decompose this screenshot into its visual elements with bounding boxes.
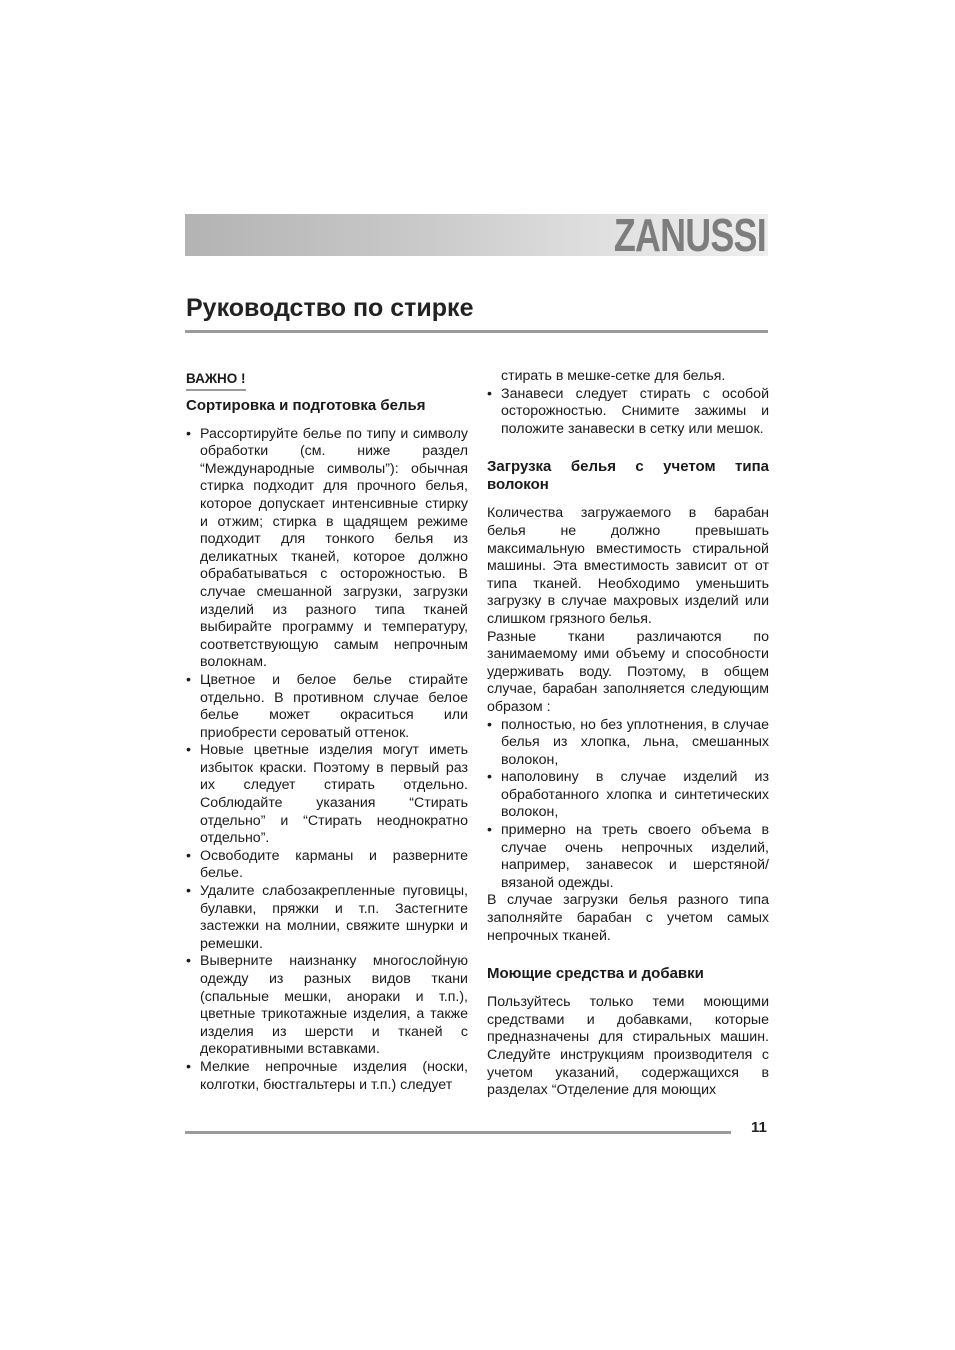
loading-paragraph-2: Разные ткани различаются по занимаемому ими объему и способности удерживать воду. Поэтому, в общем случае, барабан заполняется следующим образом : [487, 628, 769, 715]
list-item: • Освободите карманы и разверните белье. [186, 848, 468, 883]
header-band [185, 209, 768, 261]
loading-heading: Загрузка белья с учетом типа волокон [487, 458, 769, 494]
page-number: 11 [751, 1119, 767, 1136]
list-item: • Мелкие непрочные изделия (носки, колготки, бюстгальтеры и т.п.) следует [186, 1059, 468, 1094]
continued-text: стирать в мешке-сетке для белья. [501, 368, 726, 384]
list-item: • Рассортируйте белье по типу и символу обработки (см. ниже раздел “Международные символы”): обычная стирка подходит для прочного белья, которое допускает интенсивные стирку и отжим; стирка в щадящем режиме подходит для тонкого белья из деликатных тканей, которое должно обрабатываться с осторожностью. В случае смешанной загрузки, загрузки изделий из разного типа тканей выбирайте программу и температуру, соответствующую самым непрочным волокнам. [186, 426, 468, 672]
sorting-heading: Сортировка и подготовка белья [186, 396, 426, 414]
curtains-list [487, 386, 769, 439]
brand-logo: ZANUSSI [613, 209, 766, 261]
list-item: • Выверните наизнанку многослойную одежду из разных видов ткани (спальные мешки, анораки и т.п.), цветные трикотажные изделия, а также изделия из шерсти и тканей с декоративными вставками. [186, 953, 468, 1059]
page-title: Руководство по стирке [186, 294, 474, 322]
list-item: • примерно на треть своего объема в случае очень непрочных изделий, например, занавесок и шерстяной/ вязаной одежды. [487, 822, 769, 892]
detergent-heading: Моющие средства и добавки [487, 965, 704, 983]
list-item: • Новые цветные изделия могут иметь избыток краски. Поэтому в первый раз их следует стирать отдельно. Соблюдайте указания “Стирать отдельно” и “Стирать неоднократно отдельно”. [186, 742, 468, 848]
spacer [487, 945, 769, 959]
footer-divider [185, 1131, 731, 1134]
loading-list [487, 717, 769, 893]
loading-paragraph-3: В случае загрузки белья разного типа заполняйте барабан с учетом самых непрочных тканей. [487, 892, 769, 944]
list-item: • наполовину в случае изделий из обработанного хлопка и синтетических волокон, [487, 769, 769, 822]
sorting-list [186, 426, 468, 1095]
loading-paragraph-1: Количества загружаемого в барабан белья не должно превышать максимальную вместимость стиральной машины. Эта вместимость зависит от от типа тканей. Необходимо уменьшить загрузку в случае махровых изделий или слишком грязного белья. [487, 505, 769, 627]
right-column [487, 368, 769, 1100]
left-column [186, 368, 468, 1094]
spacer [487, 438, 769, 452]
important-label: ВАЖНО ! [186, 370, 246, 391]
list-item: • Цветное и белое белье стирайте отдельно. В противном случае белое белье может окраситься или приобрести сероватый оттенок. [186, 672, 468, 742]
detergent-paragraph: Пользуйтесь только теми моющими средствами и добавками, которые предназначены для стиральных машин. Следуйте инструкциям производителя с учетом указаний, содержащихся в разделах “Отделение для моющих [487, 994, 769, 1099]
title-divider [185, 330, 768, 333]
list-item: • Удалите слабозакрепленные пуговицы, булавки, пряжки и т.п. Застегните застежки на молнии, свяжите шнурки и ремешки. [186, 883, 468, 953]
list-item: • полностью, но без уплотнения, в случае белья из хлопка, льна, смешанных волокон, [487, 717, 769, 770]
list-item: • Занавеси следует стирать с особой осторожностью. Снимите зажимы и положите занавески в сетку или мешок. [487, 386, 769, 439]
